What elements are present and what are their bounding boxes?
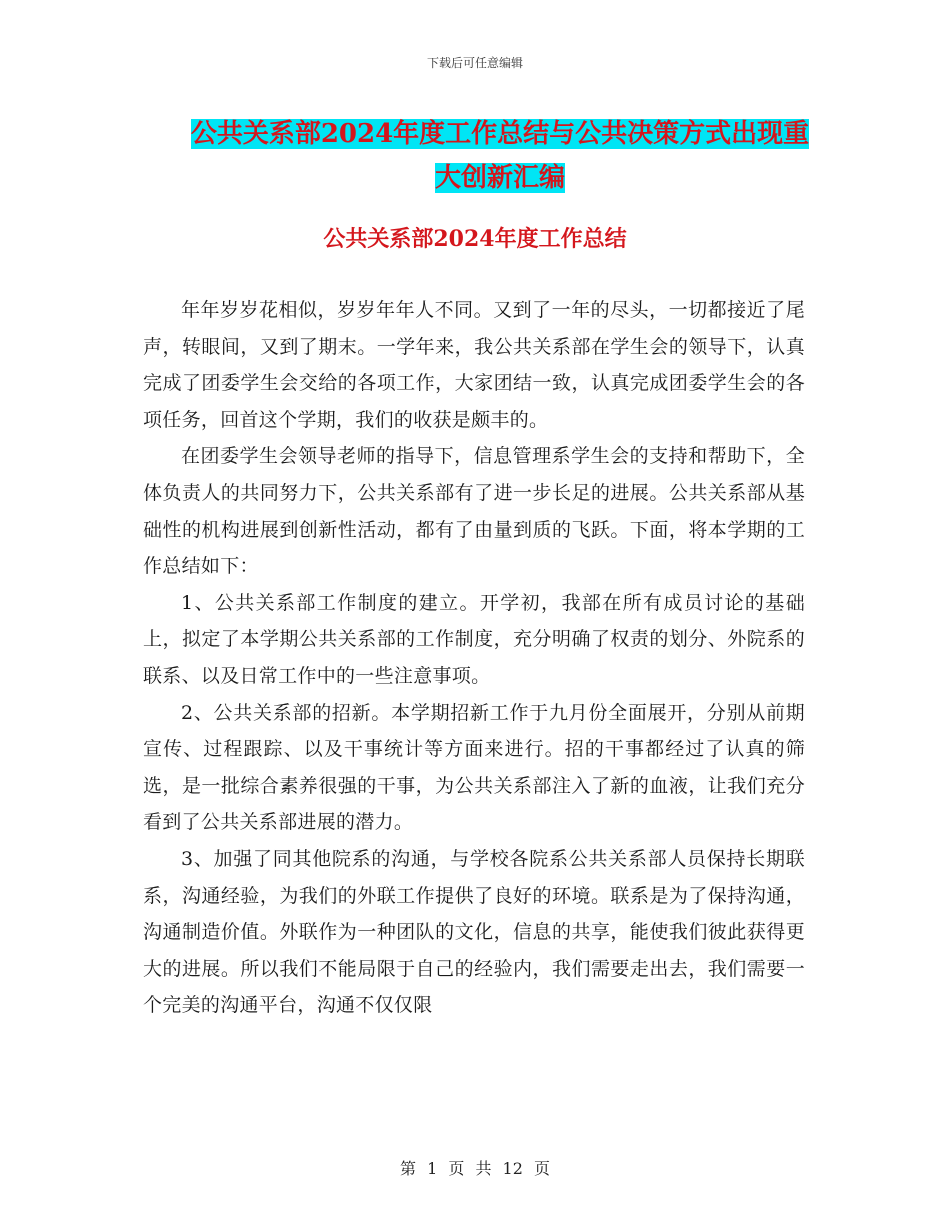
document-title-line-2: 大创新汇编: [434, 163, 565, 193]
paragraph: 年年岁岁花相似，岁岁年年人不同。又到了一年的尽头，一切都接近了尾声，转眼间，又到了期末。一学年来，我公共关系部在学生会的领导下，认真完成了团委学生会交给的各项工作，大家团结一致，认真完成团委学生会的各项任务，回首这个学期，我们的收获是颇丰的。: [143, 299, 805, 431]
paragraph: 3、加强了同其他院系的沟通，与学校各院系公共关系部人员保持长期联系，沟通经验，为我们的外联工作提供了良好的环境。联系是为了保持沟通，沟通制造价值。外联作为一种团队的文化，信息的共享，能使我们彼此获得更大的进展。所以我们不能局限于自己的经验内，我们需要走出去，我们需要一个完美的沟通平台，沟通不仅仅限: [143, 847, 805, 1017]
paragraph: 在团委学生会领导老师的指导下，信息管理系学生会的支持和帮助下，全体负责人的共同努力下，公共关系部有了进一步长足的进展。公共关系部从基础性的机构进展到创新性活动，都有了由量到质的飞跃。下面，将本学期的工作总结如下：: [143, 445, 805, 578]
page-number-footer: 第 1 页 共 12 页: [400, 1159, 550, 1178]
paragraph: 2、公共关系部的招新。本学期招新工作于九月份全面展开，分别从前期宣传、过程跟踪、以及干事统计等方面来进行。招的干事都经过了认真的筛选，是一批综合素养很强的干事，为公共关系部注入了新的血液，让我们充分看到了公共关系部进展的潜力。: [143, 701, 805, 834]
document-title: [150, 112, 850, 200]
document-body: [143, 292, 805, 1024]
section-title: 公共关系部2024年度工作总结: [323, 226, 627, 252]
paragraph: 1、公共关系部工作制度的建立。开学初，我部在所有成员讨论的基础上，拟定了本学期公共关系部的工作制度，充分明确了权责的划分、外院系的联系、以及日常工作中的一些注意事项。: [143, 591, 805, 687]
header-note: 下载后可任意编辑: [426, 56, 523, 70]
document-title-line-1: 公共关系部2024年度工作总结与公共决策方式出现重: [190, 119, 810, 149]
